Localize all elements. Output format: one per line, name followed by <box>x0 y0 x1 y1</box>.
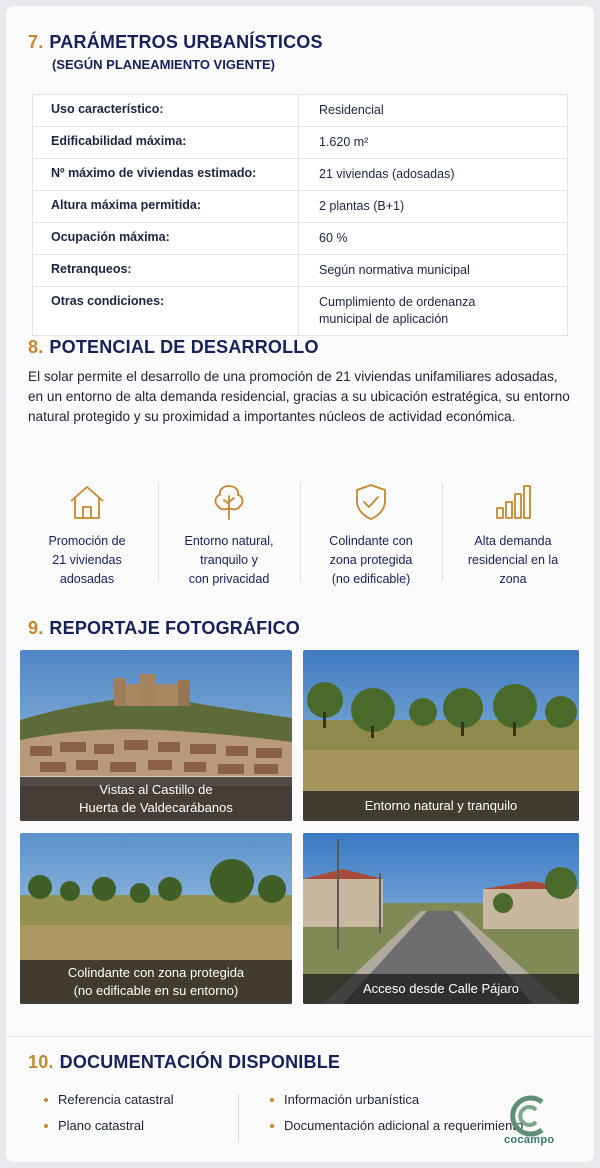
table-row <box>33 222 567 254</box>
row-label: Retranqueos: <box>33 255 299 286</box>
row-label: Ocupación máxima: <box>33 223 299 254</box>
feature-item <box>158 476 300 588</box>
development-description: El solar permite el desarrollo de una promoción de 21 viviendas unifamiliares adosadas, en un entorno de alta demanda residencial, gracias a su ubicación estratégica, su entorno natural protegido y su proximidad a importantes núcleos de actividad económica. <box>28 369 570 424</box>
section-10-title <box>28 1052 340 1073</box>
row-value: 21 viviendas (adosadas) <box>319 167 455 181</box>
row-value: Residencial <box>319 103 384 117</box>
divider <box>238 1094 239 1142</box>
row-label: Otras condiciones: <box>33 287 299 335</box>
section-title-text: PARÁMETROS URBANÍSTICOS <box>49 32 323 52</box>
section-number: 7. <box>28 32 44 52</box>
section-number: 9. <box>28 618 44 638</box>
list-item: Plano catastral <box>42 1113 174 1139</box>
table-row <box>33 190 567 222</box>
tree-icon <box>207 480 251 524</box>
documentation-list-right <box>268 1087 523 1139</box>
feature-item <box>300 476 442 588</box>
photo-castle <box>20 650 292 821</box>
table-row <box>33 254 567 286</box>
table-row <box>33 126 567 158</box>
logo-text: cocampo <box>504 1134 555 1146</box>
photo-street-access <box>303 833 579 1004</box>
row-label: Nº máximo de viviendas estimado: <box>33 159 299 190</box>
row-value: Según normativa municipal <box>319 263 470 277</box>
table-row <box>33 158 567 190</box>
shield-check-icon <box>349 480 393 524</box>
section-title-text: POTENCIAL DE DESARROLLO <box>49 337 319 357</box>
feature-label: Colindante con zona protegida (no edificable) <box>329 534 413 586</box>
list-item: Documentación adicional a requerimiento <box>268 1113 523 1139</box>
section-9-title <box>28 618 300 639</box>
feature-label: Alta demanda residencial en la zona <box>467 534 559 586</box>
feature-item <box>442 476 584 588</box>
house-icon <box>65 480 109 524</box>
feature-item <box>16 476 158 588</box>
row-value: 2 plantas (B+1) <box>319 199 405 213</box>
features-row <box>16 476 584 588</box>
row-value: 60 % <box>319 231 348 245</box>
photo-natural <box>303 650 579 821</box>
row-label: Altura máxima permitida: <box>33 191 299 222</box>
row-label: Uso característico: <box>33 95 299 126</box>
photo-caption: Vistas al Castillo de Huerta de Valdecarábanos <box>20 777 292 821</box>
row-value: Cumplimiento de ordenanza municipal de aplicación <box>319 295 476 326</box>
feature-label: Entorno natural, tranquilo y con privacidad <box>184 534 274 586</box>
table-row <box>33 286 567 335</box>
page <box>6 6 594 1162</box>
photo-caption: Acceso desde Calle Pájaro <box>303 974 579 1004</box>
section-title-text: DOCUMENTACIÓN DISPONIBLE <box>59 1052 341 1072</box>
row-label: Edificabilidad máxima: <box>33 127 299 158</box>
section-number: 10. <box>28 1052 54 1072</box>
photo-protected-zone <box>20 833 292 1004</box>
parameters-table <box>32 94 568 336</box>
list-item: Información urbanística <box>268 1087 523 1113</box>
section-number: 8. <box>28 337 44 357</box>
photo-caption: Colindante con zona protegida (no edificable en su entorno) <box>20 960 292 1004</box>
section-title-text: REPORTAJE FOTOGRÁFICO <box>49 618 300 638</box>
section-7-title <box>28 32 323 53</box>
photo-caption: Entorno natural y tranquilo <box>303 791 579 821</box>
documentation-list-left <box>42 1087 174 1139</box>
list-item: Referencia catastral <box>42 1087 174 1113</box>
table-row <box>33 95 567 126</box>
row-value: 1.620 m² <box>319 135 369 149</box>
section-8-title <box>28 337 319 358</box>
feature-label: Promoción de 21 viviendas adosadas <box>48 534 126 586</box>
section-7-subtitle: (SEGÚN PLANEAMIENTO VIGENTE) <box>52 57 275 72</box>
bar-chart-icon <box>491 480 535 524</box>
